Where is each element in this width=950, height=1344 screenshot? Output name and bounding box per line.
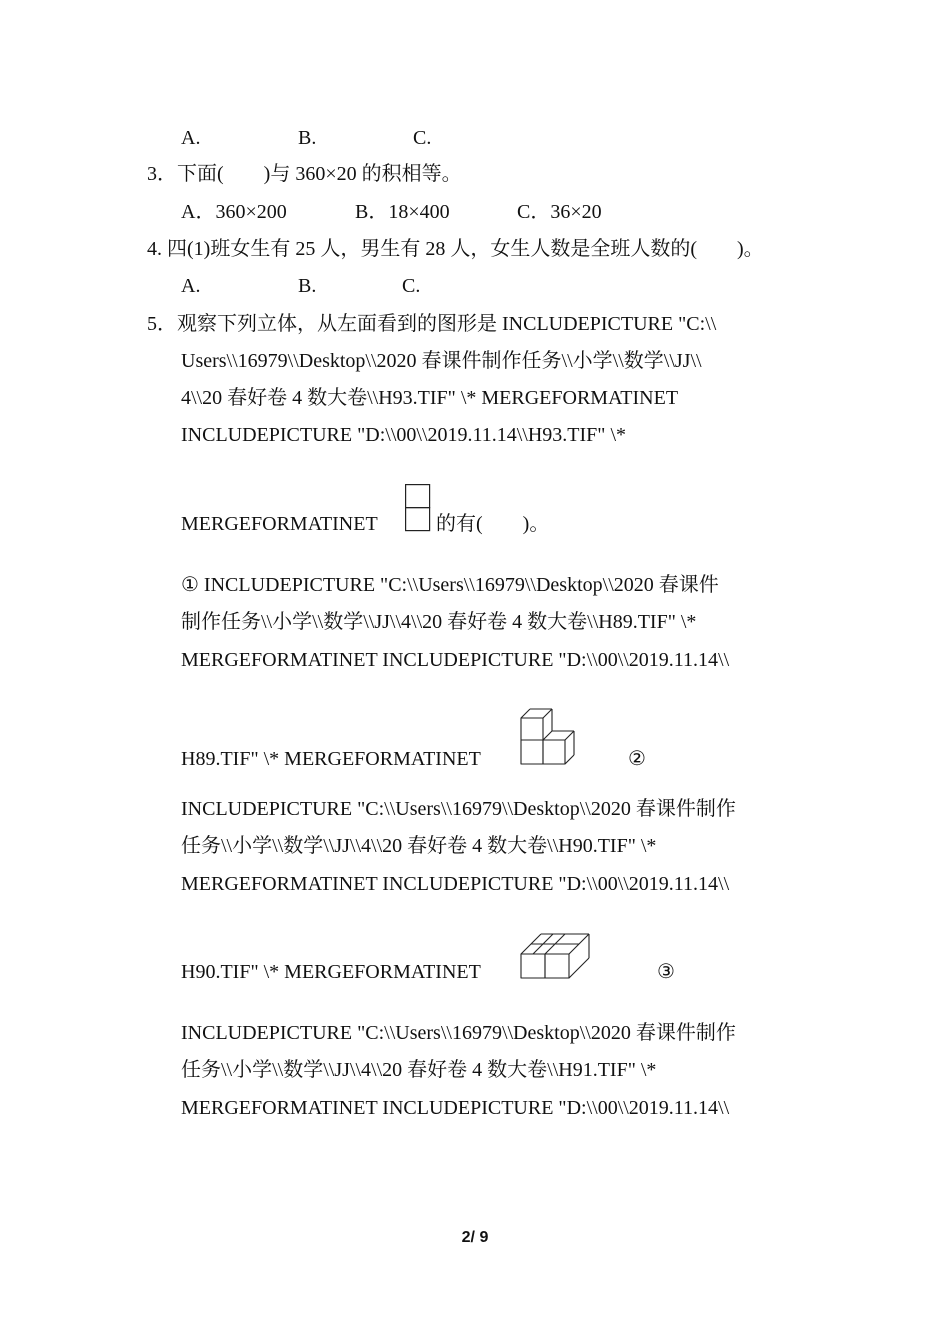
q5-opt2-line-3: MERGEFORMATINET INCLUDEPICTURE "D:\\00\\2019.11.14\\ xyxy=(181,873,730,895)
q5-opt2-line-2: 任务\\小学\\数学\\JJ\\4\\20 春好卷 4 数大卷\\H90.TIF" \* xyxy=(181,835,657,857)
q5-line-4: INCLUDEPICTURE "D:\\00\\2019.11.14\\H93.TIF" \* xyxy=(181,424,627,446)
q5-line-5a: MERGEFORMATINET xyxy=(181,513,378,535)
q2-option-a: A. xyxy=(181,127,201,149)
q3-option-c: C．36×20 xyxy=(517,201,602,223)
q4-option-b: B. xyxy=(298,275,317,297)
q4-option-c: C. xyxy=(402,275,421,297)
q5-opt3-marker: ③ xyxy=(657,961,675,983)
solid-figure-1 xyxy=(519,707,581,767)
q5-line-1: 5．观察下列立体，从左面看到的图形是 INCLUDEPICTURE "C:\\ xyxy=(147,313,717,335)
q5-opt3-line-3: MERGEFORMATINET INCLUDEPICTURE "D:\\00\\2019.11.14\\ xyxy=(181,1097,730,1119)
q3-option-a: A．360×200 xyxy=(181,201,287,223)
q2-option-b: B. xyxy=(298,127,317,149)
solid-figure-2 xyxy=(519,930,593,982)
q5-line-5b: 的有( )。 xyxy=(436,513,550,535)
q3-option-b: B．18×400 xyxy=(355,201,450,223)
q5-opt2-marker: ② xyxy=(628,748,646,770)
q2-option-c: C. xyxy=(413,127,432,149)
q4-option-a: A. xyxy=(181,275,201,297)
q4-stem: 4. 四(1)班女生有 25 人，男生有 28 人，女生人数是全班人数的( )。 xyxy=(147,238,764,260)
q5-opt2-line-1: INCLUDEPICTURE "C:\\Users\\16979\\Desktop\\2020 春课件制作 xyxy=(181,798,736,820)
q5-opt3-line-2: 任务\\小学\\数学\\JJ\\4\\20 春好卷 4 数大卷\\H91.TIF" \* xyxy=(181,1059,657,1081)
q5-opt1-line-2: 制作任务\\小学\\数学\\JJ\\4\\20 春好卷 4 数大卷\\H89.TIF" \* xyxy=(181,611,697,633)
q5-opt1-line-4: H89.TIF" \* MERGEFORMATINET xyxy=(181,748,481,770)
q5-line-2: Users\\16979\\Desktop\\2020 春课件制作任务\\小学\\数学\\JJ\\ xyxy=(181,350,702,372)
q5-opt2-line-4: H90.TIF" \* MERGEFORMATINET xyxy=(181,961,481,983)
left-view-figure xyxy=(405,484,431,532)
q3-stem: 3．下面( )与 360×20 的积相等。 xyxy=(147,163,462,185)
q5-opt1-line-3: MERGEFORMATINET INCLUDEPICTURE "D:\\00\\2019.11.14\\ xyxy=(181,649,730,671)
page-number: 2/ 9 xyxy=(461,1229,489,1246)
q5-opt3-line-1: INCLUDEPICTURE "C:\\Users\\16979\\Desktop\\2020 春课件制作 xyxy=(181,1022,736,1044)
q5-opt1-line-1: ① INCLUDEPICTURE "C:\\Users\\16979\\Desktop\\2020 春课件 xyxy=(181,574,719,596)
q5-line-3: 4\\20 春好卷 4 数大卷\\H93.TIF" \* MERGEFORMATINET xyxy=(181,387,679,409)
